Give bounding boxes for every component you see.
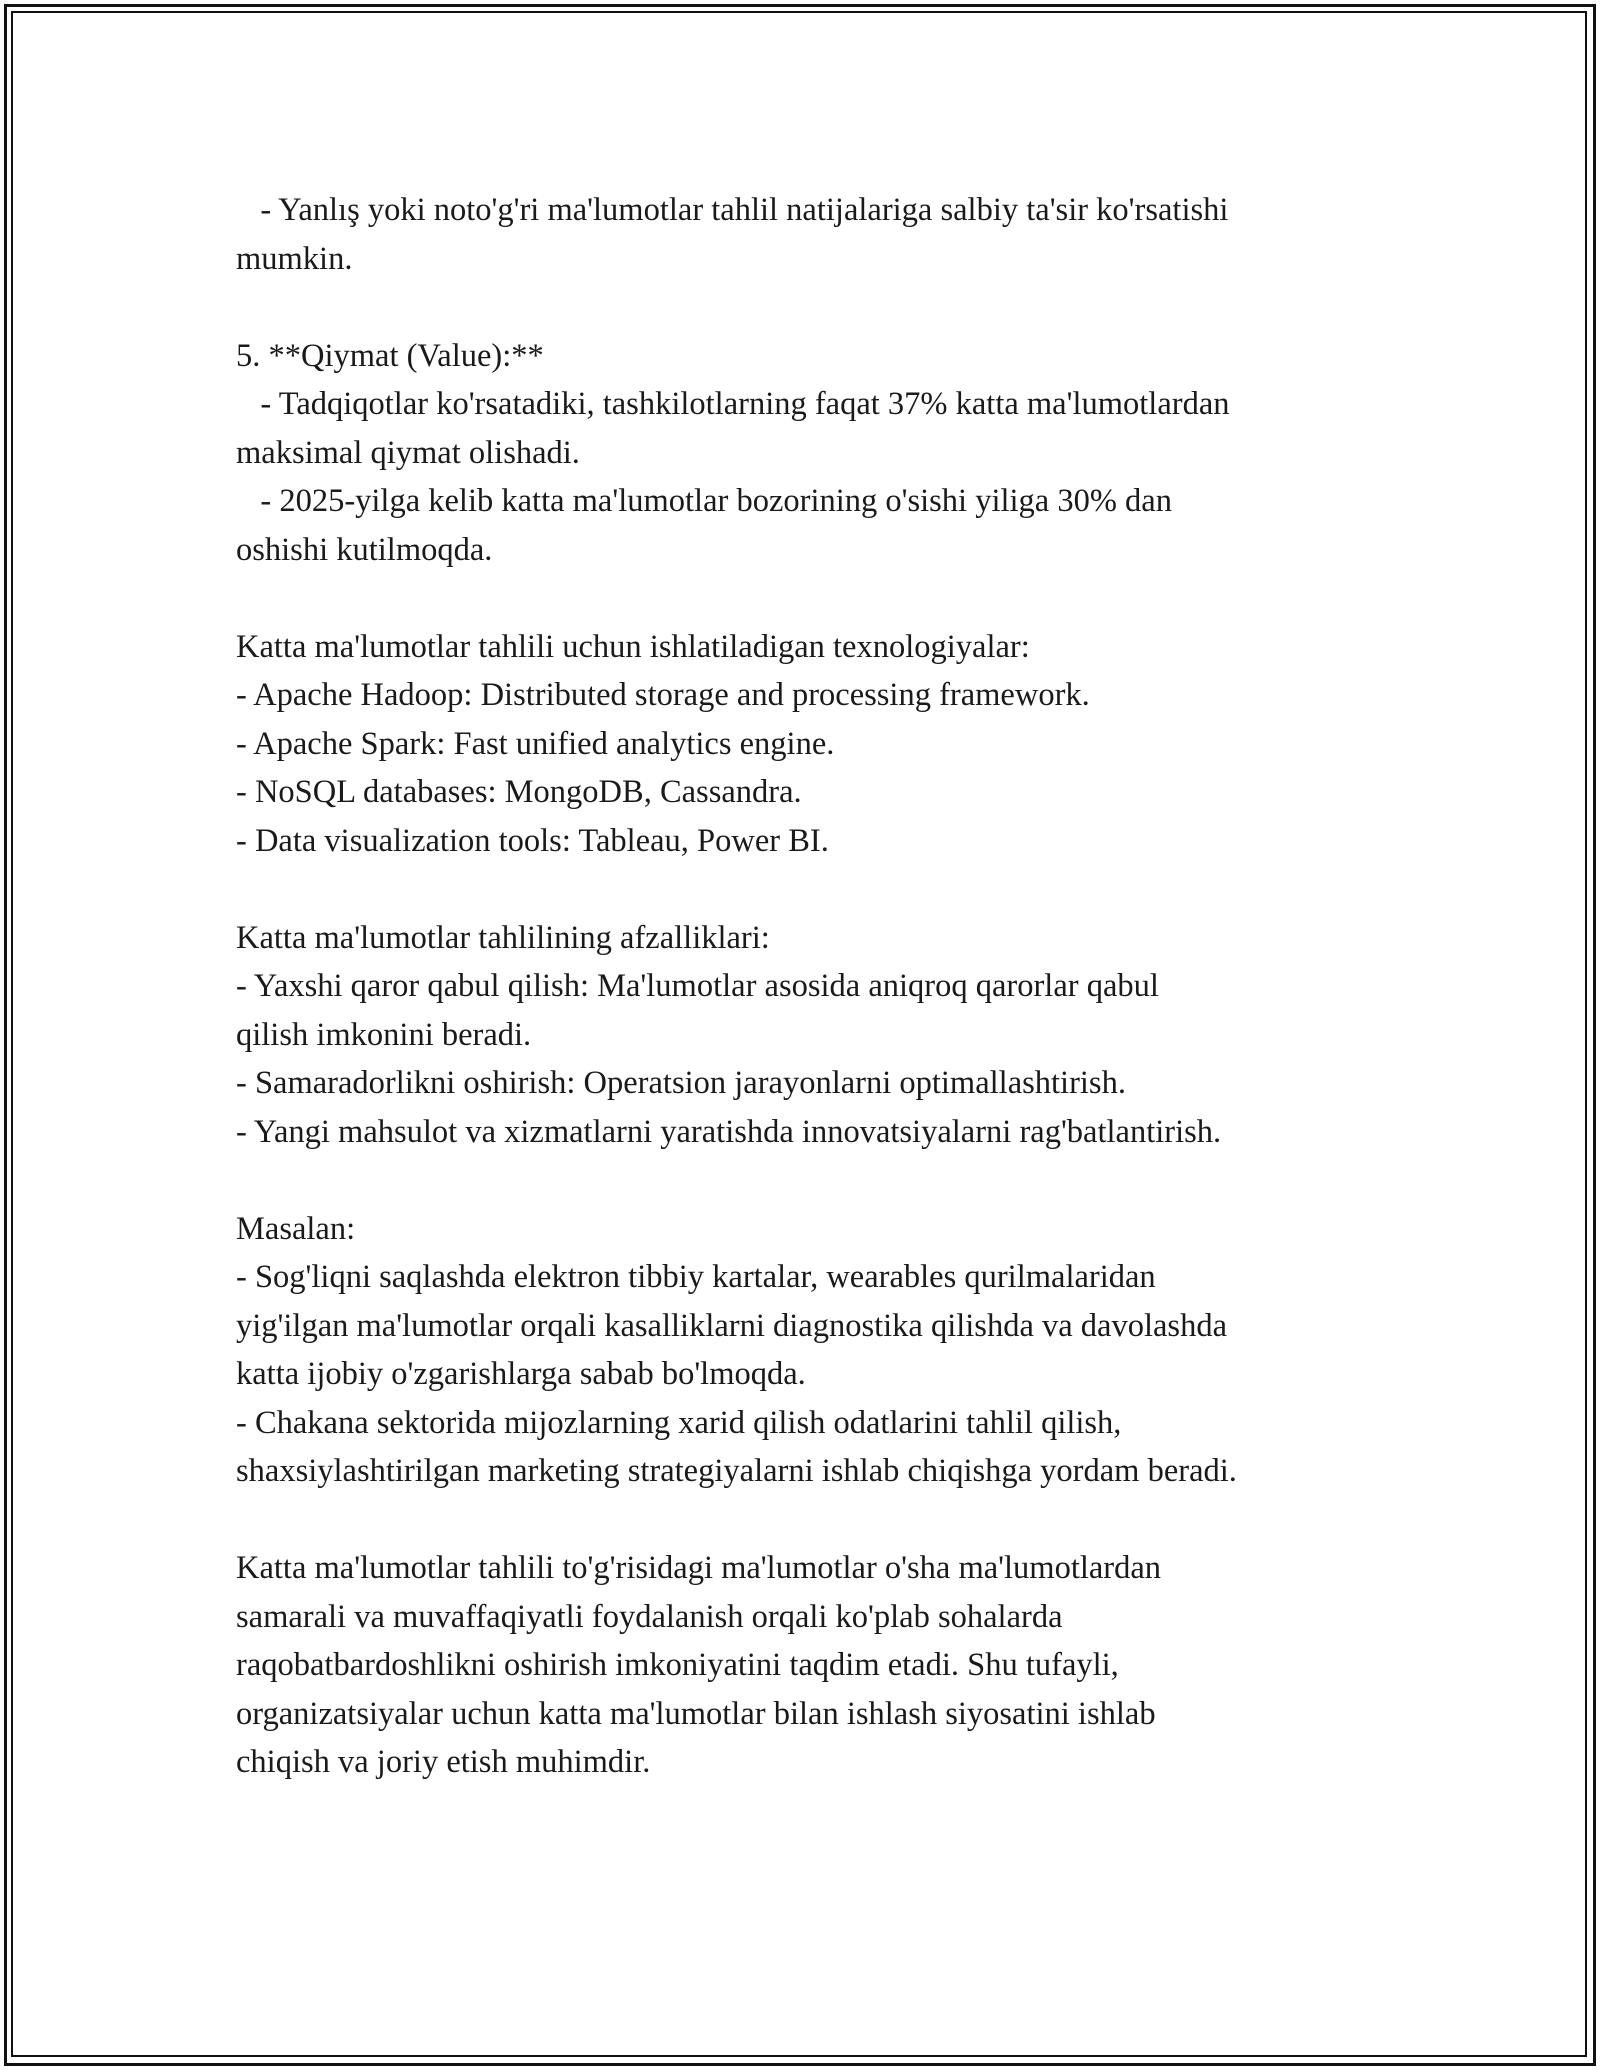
blank-line — [236, 283, 1386, 332]
blank-line — [236, 1496, 1386, 1545]
list-item: - Yaxshi qaror qabul qilish: Ma'lumotlar asosida aniqroq qarorlar qabul — [236, 968, 1159, 1004]
list-item: - NoSQL databases: MongoDB, Cassandra. — [236, 774, 802, 810]
list-item: - Chakana sektorida mijozlarning xarid qilish odatlarini tahlil qilish, — [236, 1404, 1122, 1441]
text-line: chiqish va joriy etish muhimdir. — [236, 1744, 651, 1780]
section-heading: 5. **Qiymat (Value):** — [236, 337, 544, 374]
text-line: mumkin. — [236, 240, 353, 277]
list-item: - Apache Hadoop: Distributed storage and processing framework. — [236, 677, 1090, 713]
paragraph-heading: Masalan: — [236, 1210, 356, 1247]
text-line: samarali va muvaffaqiyatli foydalanish orqali ko'plab sohalarda — [236, 1598, 1063, 1635]
text-line: organizatsiyalar uchun katta ma'lumotlar bilan ishlash siyosatini ishlab — [236, 1695, 1156, 1732]
list-item: - Apache Spark: Fast unified analytics engine. — [236, 725, 835, 762]
blank-line — [236, 1156, 1386, 1205]
text-line: shaxsiylashtirilgan marketing strategiyalarni ishlab chiqishga yordam beradi. — [236, 1453, 1237, 1489]
text-line: - Tadqiqotlar ko'rsatadiki, tashkilotlarning faqat 37% katta ma'lumotlardan — [236, 386, 1230, 422]
list-item: - Data visualization tools: Tableau, Power BI. — [236, 822, 829, 859]
text-line: oshishi kutilmoqda. — [236, 531, 493, 568]
text-line: katta ijobiy o'zgarishlarga sabab bo'lmoqda. — [236, 1356, 806, 1392]
list-item: - Sog'liqni saqlashda elektron tibbiy kartalar, wearables qurilmalaridan — [236, 1259, 1156, 1295]
blank-line — [236, 574, 1386, 623]
text-line: yig'ilgan ma'lumotlar orqali kasalliklarni diagnostika qilishda va davolashda — [236, 1307, 1227, 1344]
text-line: qilish imkonini beradi. — [236, 1016, 532, 1053]
text-line: maksimal qiymat olishadi. — [236, 434, 580, 471]
paragraph-heading: Katta ma'lumotlar tahlilining afzalliklari: — [236, 919, 770, 956]
paragraph-heading: Katta ma'lumotlar tahlili uchun ishlatiladigan texnologiyalar: — [236, 628, 1030, 665]
list-item: - Yangi mahsulot va xizmatlarni yaratishda innovatsiyalarni rag'batlantirish. — [236, 1113, 1222, 1150]
list-item: - Samaradorlikni oshirish: Operatsion jarayonlarni optimallashtirish. — [236, 1065, 1126, 1101]
text-line: raqobatbardoshlikni oshirish imkoniyatini taqdim etadi. Shu tufayli, — [236, 1647, 1119, 1683]
text-line: - 2025-yilga kelib katta ma'lumotlar bozorining o'sishi yiliga 30% dan — [236, 483, 1172, 519]
text-line: - Yanlış yoki noto'g'ri ma'lumotlar tahlil natijalariga salbiy ta'sir ko'rsatishi — [236, 192, 1229, 228]
blank-line — [236, 865, 1386, 914]
document-body — [236, 186, 1386, 1787]
text-line: Katta ma'lumotlar tahlili to'g'risidagi ma'lumotlar o'sha ma'lumotlardan — [236, 1550, 1162, 1586]
